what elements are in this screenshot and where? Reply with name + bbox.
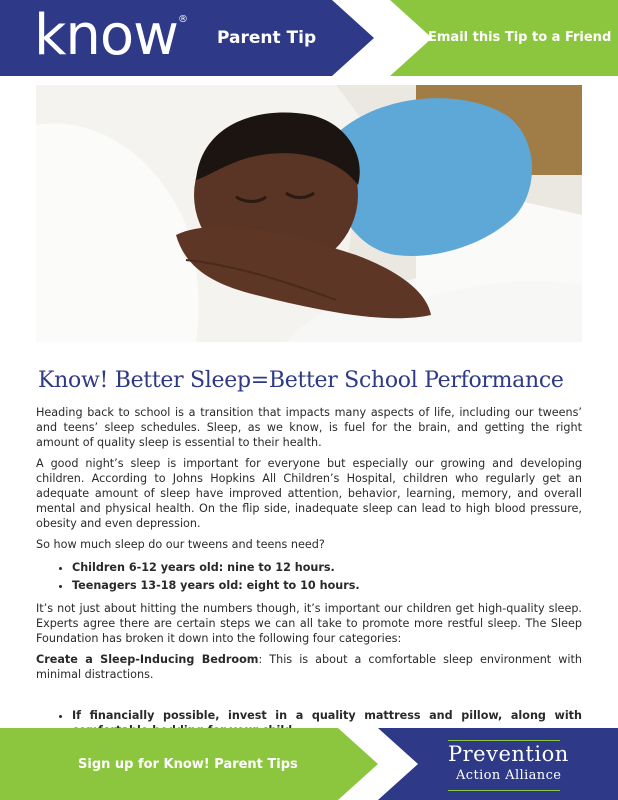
section-label: Parent Tip [217, 28, 317, 48]
article-body [36, 405, 582, 746]
org-name-line1: Prevention [448, 742, 569, 766]
list-item: • Teenagers 13-18 years old: eight to 10 hours. [72, 578, 582, 593]
signup-link[interactable]: Sign up for Know! Parent Tips [78, 757, 298, 772]
header-banner [0, 0, 618, 76]
registered-mark: ® [178, 14, 188, 25]
category-paragraph [36, 652, 582, 682]
email-tip-link[interactable]: Email this Tip to a Friend [428, 30, 612, 45]
article-paragraph: So how much sleep do our tweens and teens need? [36, 538, 325, 551]
photo-sleeping-teen-icon [36, 85, 582, 342]
category-heading: Create a Sleep-Inducing Bedroom [36, 653, 259, 666]
know-logo: know [34, 3, 178, 68]
category-text: : This is about a comfortable sleep environment with minimal distractions. [36, 653, 582, 681]
org-logo-rule-bottom [448, 790, 560, 791]
org-logo-rule-top [448, 740, 560, 741]
article-paragraph: It’s not just about hitting the numbers though, it’s important our children get high-quality sleep. Experts agree there are certain steps we can all take to promote more restful sleep. The Sleep Foundation has broken it down into the following four categories: [36, 602, 582, 645]
article-paragraph: A good night’s sleep is important for everyone but especially our growing and developing children. According to Johns Hopkins All Children’s Hospital, children who regularly get an adequate amount of sleep have improved attention, behavior, learning, memory, and overall mental and physical health. On the flip side, inadequate sleep can lead to high blood pressure, obesity and even depression. [36, 457, 582, 530]
footer-banner [0, 728, 618, 800]
org-name-line2: Action Alliance [456, 768, 562, 783]
article-paragraph: Heading back to school is a transition that impacts many aspects of life, including our tweens’ and teens’ sleep schedules. Sleep, as we know, is fuel for the brain, and getting the right amount of quality sleep is essential to their health. [36, 406, 582, 449]
list-item: • If financially possible, invest in a quality mattress and pillow, along with [72, 708, 582, 738]
article-title: Know! Better Sleep=Better School Performance [38, 368, 564, 393]
sleep-hours-list [36, 560, 582, 593]
hero-photo [36, 85, 582, 342]
list-item: • Children 6-12 years old: nine to 12 hours. [72, 560, 582, 575]
